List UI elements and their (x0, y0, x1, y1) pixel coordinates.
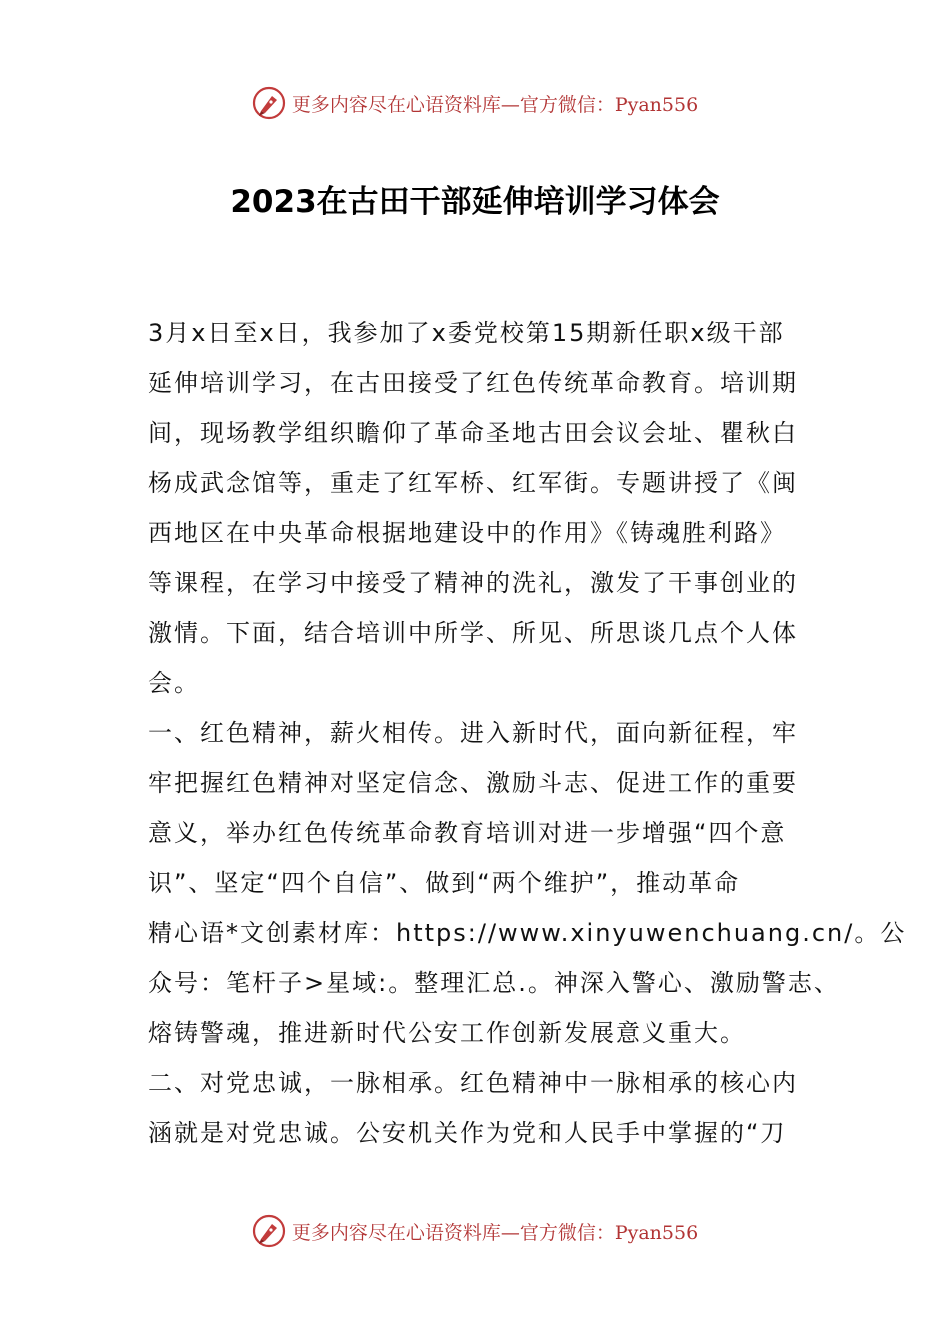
body-line: 识”、坚定“四个自信”、做到“两个维护”，推动革命 (148, 869, 741, 897)
document-body (148, 308, 907, 1158)
footer-watermark (0, 1211, 950, 1251)
page-title: 2023在古田干部延伸培训学习体会 (230, 184, 720, 220)
pen-nib-logo-icon (252, 86, 286, 120)
body-line: 间，现场教学组织瞻仰了革命圣地古田会议会址、瞿秋白 (148, 419, 798, 447)
body-line: 3月x日至x日，我参加了x委党校第15期新任职x级干部 (148, 319, 785, 347)
body-line: 熔铸警魂，推进新时代公安工作创新发展意义重大。 (148, 1019, 746, 1047)
watermark-text: 更多内容尽在心语资料库—官方微信：Pyan556 (291, 93, 699, 116)
body-line: 意义，举办红色传统革命教育培训对进一步增强“四个意 (148, 819, 787, 847)
body-line: 等课程，在学习中接受了精神的洗礼，激发了干事创业的 (148, 569, 798, 597)
body-line: 涵就是对党忠诚。公安机关作为党和人民手中掌握的“刀 (148, 1119, 787, 1147)
body-line: 精心语*文创素材库：https://www.xinyuwenchuang.cn/。公 (148, 919, 907, 947)
body-line: 延伸培训学习，在古田接受了红色传统革命教育。培训期 (148, 369, 798, 397)
pen-nib-logo-icon (252, 1214, 286, 1248)
header-watermark (0, 83, 950, 123)
body-line: 会。 (148, 669, 200, 697)
body-line: 一、红色精神，薪火相传。进入新时代，面向新征程，牢 (148, 719, 798, 747)
body-line: 西地区在中央革命根据地建设中的作用》《铸魂胜利路》 (148, 519, 786, 547)
body-line: 众号：笔杆子>星域:。整理汇总.。神深入警心、激励警志、 (148, 969, 840, 997)
body-line: 杨成武念馆等，重走了红军桥、红军街。专题讲授了《闽 (148, 469, 798, 497)
body-line: 激情。下面，结合培训中所学、所见、所思谈几点个人体 (148, 619, 798, 647)
body-line: 牢把握红色精神对坚定信念、激励斗志、促进工作的重要 (148, 769, 798, 797)
watermark-text: 更多内容尽在心语资料库—官方微信：Pyan556 (291, 1221, 699, 1244)
body-line: 二、对党忠诚，一脉相承。红色精神中一脉相承的核心内 (148, 1069, 798, 1097)
